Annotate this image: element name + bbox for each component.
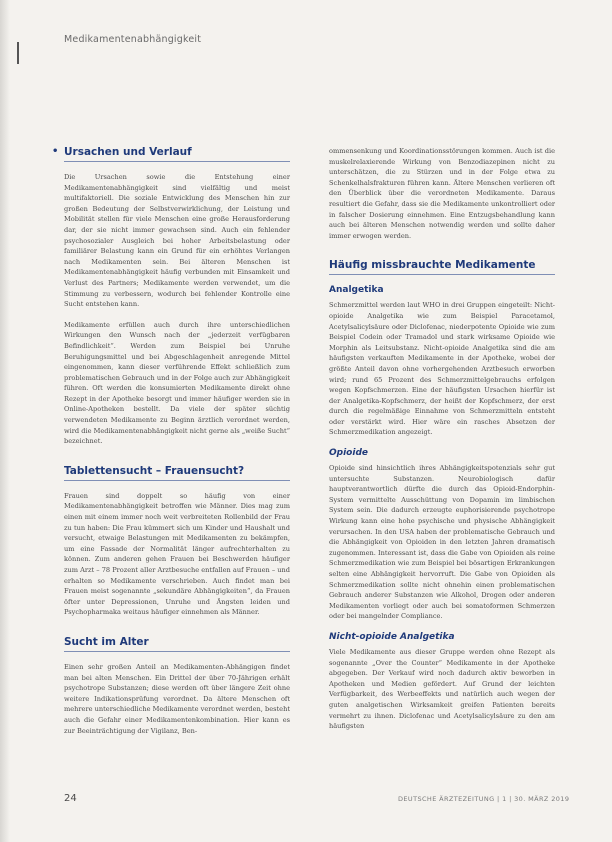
section-heading-ursachen xyxy=(52,146,290,162)
running-head: Medikamentenabhängigkeit xyxy=(64,34,202,45)
subheading-analgetika: Analgetika xyxy=(329,285,384,296)
subheading-nicht-opioide: Nicht-opioide Analgetika xyxy=(329,631,455,642)
paragraph: Schmerzmittel werden laut WHO in drei Gruppen eingeteilt: Nicht-opioide Analgetika wie zum Beispiel Paracetamol, Acetylsalicylsäure oder Diclofenac, niederpotente Opioide wie zum Beispiel Codein oder Tramadol und stark wirksame Opioide wie Morphin als Leitsubstanz. Nicht-opioide Analgetika sind die am häufigsten verkauften Medikamente in der Apotheke, wobei der größte Anteil davon ohne vorhergehenden Arztbesuch erworben wird; rund 65 Prozent des Schmerzmittelgebrauchs erfolgen wegen Kopfschmerzen. Eine der häufigsten Ursachen hierfür ist der Analgetika-Kopfschmerz, der heißt der Kopfschmerz, der erst durch die regelmäßige Einnahme von Schmerzmitteln entsteht oder verstärkt wird. Hier wäre ein rasches Absetzen der Schmerzmedikation angezeigt. xyxy=(329,301,555,437)
left-column xyxy=(52,146,290,746)
paragraph: Die Ursachen sowie die Entstehung einer Medikamentenabhängigkeit sind vielfältig und meist multifaktoriell. Die soziale Entwicklung des Menschen hin zur großen Bedeutung der Selbstverwirklichung, der Leistung und Mobilität stellen für viele Menschen eine große Herausforderung dar, der sie nicht immer gewachsen sind. Auch ein fehlender psychosozialer Ausgleich bei hoher Arbeitsbelastung oder familiärer Belastung kann ein Grund für ein erhöhtes Verlangen nach Medikamenten sein. Bei älteren Menschen ist Medikamentenabhängigkeit häufig verbunden mit Einsamkeit und Verlust des Partners; Medikamente werden verwendet, um die Stimmung zu verbessern, wodurch bei fehlender Kontrolle eine Sucht entstehen kann. xyxy=(64,173,290,309)
section-heading-tablettensucht: Tablettensucht – Frauensucht? xyxy=(64,465,290,481)
paragraph: Frauen sind doppelt so häufig von einer Medikamentenabhängigkeit betroffen wie Männer. Dies mag zum einen mit einem immer noch weit verbreiteten Rollenbild der Frau zu tun haben: Die Frau kümmert sich um Kinder und Haushalt und versucht, etwaige Belastungen mit Medikamenten zu bekämpfen, um eine Fassade der Normalität länger aufrechterhalten zu können. Zum anderen gehen Frauen bei Beschwerden häufiger zum Arzt – 78 Prozent aller Arztbesuche entfallen auf Frauen – und erhalten so Medikamente verschrieben. Auch findet man bei Frauen meist sogenannte „sekundäre Abhängigkeiten“, da Frauen öfter unter Depressionen, Unruhe und Ängsten leiden und Psychopharmaka weitaus häufiger einnehmen als Männer. xyxy=(64,491,290,617)
paragraph: Viele Medikamente aus dieser Gruppe werden ohne Rezept als sogenannte „Over the Counter“ Medikamente in der Apotheke abgegeben. Der Verkauf wird noch dadurch aktiv beworben in Apotheken und Medien gefördert. Auf Grund der leichten Verfügbarkeit, des Werbeeffekts und natürlich auch wegen der guten analgetischen Wirksamkeit greifen Patienten bereits vermehrt zu ihnen. Diclofenac und Acetylsalicylsäure zu den am häufigsten xyxy=(329,647,555,731)
paragraph: Medikamente erfüllen auch durch ihre unterschiedlichen Wirkungen den Wunsch nach der „jederzeit verfügbaren Befindlichkeit“. Werden zum Beispiel bei Unruhe Beruhigungsmittel und bei Abgeschlagenheit anregende Mittel eingenommen, kann dieser verführende Effekt schließlich zum problematischen Gebrauch und in der Folge auch zur Abhängigkeit führen. Oft werden die konsumierten Medikamente direkt ohne Rezept in der Apotheke besorgt und immer häufiger werden sie in Online-Apotheken bestellt. Da viele der später süchtig verwendeten Medikamente zu Beginn ärztlich verordnet werden, wird die Medikamentenabhängigkeit nicht gerne als „weiße Sucht“ bezeichnet. xyxy=(64,320,290,446)
heading-text: Ursachen und Verlauf xyxy=(64,146,192,158)
subheading-opioide: Opioide xyxy=(329,448,368,459)
scan-mark xyxy=(17,42,19,64)
bullet-icon: • xyxy=(52,146,59,157)
paragraph: Einen sehr großen Anteil an Medikamenten-Abhängigen findet man bei alten Menschen. Ein Drittel der über 70-Jährigen erhält psychotrope Substanzen; diese werden oft über längere Zeit ohne weitere Indikationsprüfung verordnet. Da ältere Menschen oft mehrere unterschiedliche Medikamente verordnet werden, besteht auch die Gefahr einer Medikamentenkombination. Hier kann es zur Beeinträchtigung der Vigilanz, Ben- xyxy=(64,662,290,735)
paragraph: Opioide sind hinsichtlich ihres Abhängigkeitspotenzials sehr gut untersuchte Substanzen. Neurobiologisch dafür hauptverantwortlich dürfte die durch das Opioid-Endorphin-System vermittelte Ausschüttung von Dopamin im limbischen System sein. Die dadurch erzeugte euphorisierende psychotrope Wirkung kann eine hohe psychische und physische Abhängigkeit verursachen. In den USA haben der problematische Gebrauch und die Abhängigkeit von Opioiden in den letzten Jahren dramatisch zugenommen. Interessant ist, dass die Gabe von Opioiden als reine Schmerzmedikation wie zum Beispiel bei bösartigen Erkrankungen selten eine Abhängigkeit hervorruft. Die Gabe von Opioiden als Schmerzmedikation sollte nicht ohnehin einen problematischen Gebrauch anderer Substanzen wie Alkohol, Drogen oder anderen Medikamenten vorliegt oder auch bei somatoformen Schmerzen oder bei mangelnder Compliance. xyxy=(329,464,555,621)
scan-edge xyxy=(0,0,10,842)
section-heading-medikamente: Häufig missbrauchte Medikamente xyxy=(329,259,555,275)
paragraph: ommensenkung und Koordinationsstörungen kommen. Auch ist die muskelrelaxierende Wirkung von Benzodiazepinen nicht zu unterschätzen, die zu Stürzen und in der Folge etwa zu Schenkelhalsfrakturen führen kann. Ältere Menschen verlieren oft den Überblick über die verordneten Medikamente. Daraus resultiert die Gefahr, dass sie die Medikamente unkontrolliert oder in falscher Dosierung einnehmen. Eine Entzugsbehandlung kann auch bei älteren Menschen notwendig werden und sollte daher immer erwogen werden. xyxy=(329,147,555,240)
publication-footer: DEUTSCHE ÄRZTEZEITUNG | 1 | 30. MÄRZ 2019 xyxy=(398,795,570,803)
right-column xyxy=(329,146,555,742)
section-heading-sucht-im-alter: Sucht im Alter xyxy=(64,636,290,652)
page-number: 24 xyxy=(64,793,77,804)
